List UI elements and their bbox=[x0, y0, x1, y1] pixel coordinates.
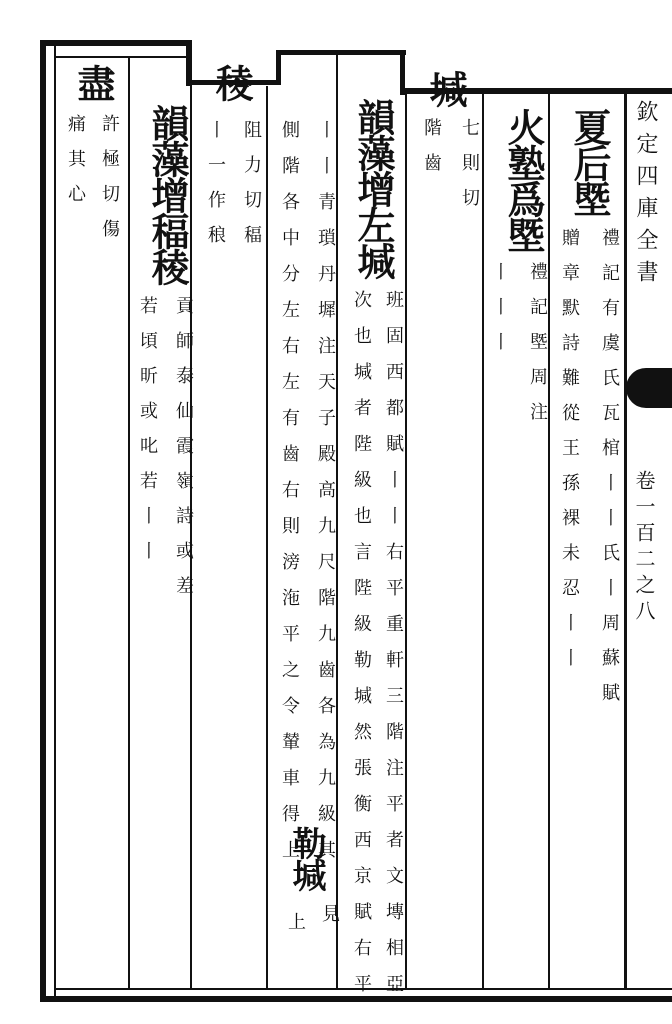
entry-note: 若頃昕或叱若丨丨 bbox=[137, 296, 158, 576]
frame-top-right bbox=[276, 50, 406, 55]
entry-head: 夏后塈 bbox=[567, 108, 612, 216]
entry-note: 禮記有虞氏瓦棺丨丨氏丨周蘇賦 bbox=[599, 228, 620, 718]
column-divider bbox=[266, 86, 268, 988]
frame-left-inner bbox=[54, 46, 56, 998]
frame-right-edge bbox=[624, 94, 627, 990]
entry-note: 贈章默詩難從王孫裸未忍丨丨 bbox=[559, 228, 580, 683]
frame-top-left bbox=[40, 40, 190, 46]
entry-note: 阻力切稫 bbox=[241, 120, 262, 260]
entry-note: 側階各中分左右左有齒右則滂沲平之令輦車得上 bbox=[279, 120, 300, 876]
entry-head: 堿 bbox=[423, 70, 468, 106]
frame-top-step2 bbox=[276, 50, 281, 85]
entry-head: 稜 bbox=[209, 64, 254, 100]
entry-note: 七則切 bbox=[459, 118, 480, 223]
frame-top-inner bbox=[56, 56, 186, 58]
entry-note: 階齒 bbox=[421, 118, 442, 188]
fishtail-mark bbox=[626, 368, 672, 408]
entry-note: 禮記塈周注 bbox=[527, 262, 548, 437]
column-divider bbox=[482, 94, 484, 988]
entry-note: 痛其心 bbox=[65, 114, 86, 219]
book-title: 欽定四庫全書 bbox=[633, 100, 658, 292]
entry-head: 韻藻增左堿 bbox=[351, 98, 396, 278]
entry-note: 丨一作稂 bbox=[205, 120, 226, 260]
entry-subhead: 勒堿 bbox=[286, 826, 326, 890]
entry-head: 韻藻增稫稜 bbox=[145, 104, 190, 284]
entry-note: 見 bbox=[319, 904, 340, 939]
entry-note: 班固西都賦丨丨右平重軒三階注平者文塼相亞 bbox=[383, 290, 404, 1010]
entry-head: 火塾爲塈 bbox=[501, 108, 546, 252]
frame-left bbox=[40, 40, 46, 1002]
entry-note: 丨丨丨 bbox=[489, 262, 510, 367]
volume-label: 卷一百二之八 bbox=[632, 470, 656, 626]
entry-note: 上 bbox=[285, 912, 306, 947]
entry-head: 盡 bbox=[71, 64, 116, 100]
entry-note: 貢師泰仙霞嶺詩或差 bbox=[173, 296, 194, 611]
entry-note: 丨丨青瑣丹墀注天子殿高九尺階九齒各為九級其 bbox=[315, 120, 336, 876]
entry-note: 次也堿者陛級也言陛級勒堿然張衡西京賦右平 bbox=[351, 290, 372, 1010]
entry-note: 許極切傷 bbox=[99, 114, 120, 254]
column-divider bbox=[128, 58, 130, 988]
